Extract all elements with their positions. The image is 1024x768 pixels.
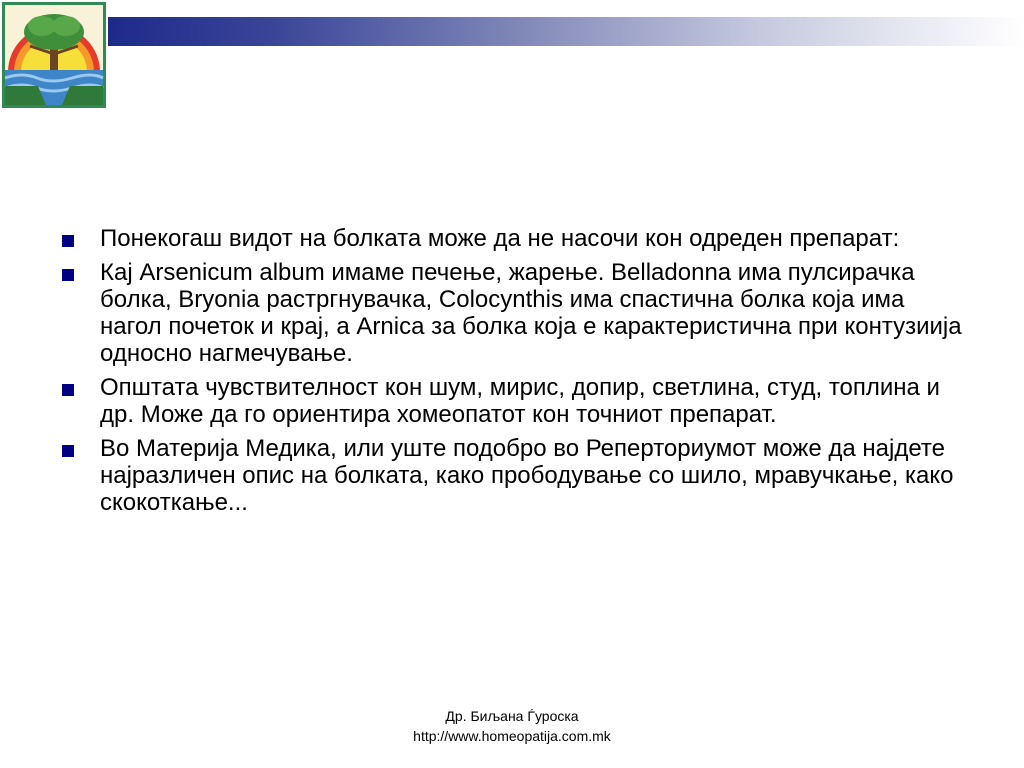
square-bullet-icon	[62, 445, 74, 457]
header-gradient-bar	[108, 17, 1024, 46]
square-bullet-icon	[62, 269, 74, 281]
list-item	[62, 435, 972, 516]
footer	[300, 706, 724, 746]
bullet-list	[62, 225, 972, 523]
bullet-text: Во Материја Медика, или уште подобро во Реперториумот може да најдете најразличен опис на болката, како прободување со шило, мравучкање, како скокоткање...	[100, 435, 954, 516]
square-bullet-icon	[62, 235, 74, 247]
bullet-text: Кај Arsenicum album имаме печење, жарење. Belladonna има пулсирачка болка, Bryonia растргнувачка, Colocynthis има спастична болка која има нагол почеток и крај, а Arnica за болка која е карактеристична при контузиија односно нагмечување.	[100, 259, 962, 367]
list-item	[62, 225, 972, 252]
footer-url[interactable]: http://www.homeopatija.com.mk	[413, 728, 611, 744]
tree-sun-water-logo-icon	[2, 2, 106, 108]
bullet-text: Општата чувствителност кон шум, мирис, допир, светлина, студ, топлина и др. Може да го ориентира хомеопатот кон точниот препарат.	[100, 374, 940, 428]
list-item	[62, 259, 972, 367]
list-item	[62, 374, 972, 428]
square-bullet-icon	[62, 384, 74, 396]
footer-author: Др. Биљана Ѓуроска	[445, 708, 579, 724]
bullet-text: Понекогаш видот на болката може да не насочи кон одреден препарат:	[100, 225, 900, 252]
